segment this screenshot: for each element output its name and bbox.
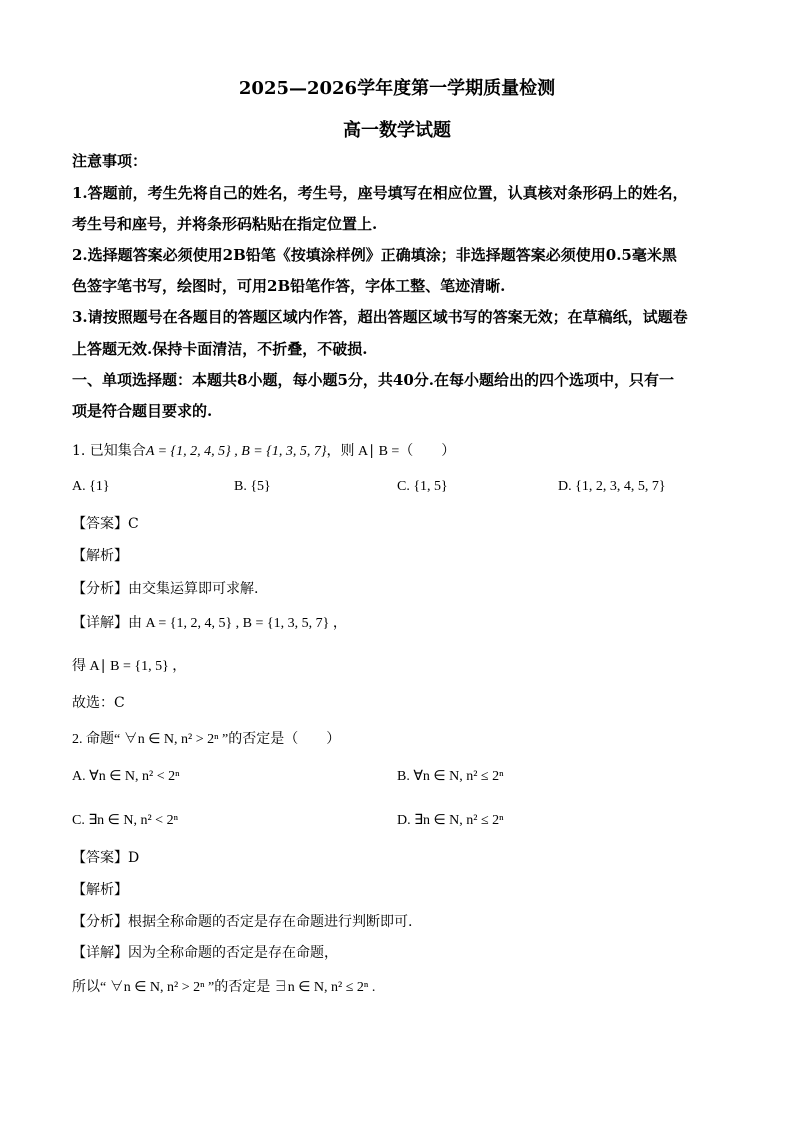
question-2-conclusion: 所以“ ∀n ∈ N, n² > 2ⁿ ”的否定是 ∃n ∈ N, n² ≤ 2ⁿ .	[72, 980, 376, 995]
question-2-option-b: B. ∀n ∈ N, n² ≤ 2ⁿ	[397, 769, 504, 784]
question-2-fenxi: 【分析】根据全称命题的否定是存在命题进行判断即可.	[72, 914, 413, 930]
question-1-stem	[72, 440, 455, 460]
question-2-option-a: A. ∀n ∈ N, n² < 2ⁿ	[72, 769, 180, 784]
section-heading-line-1: 一、单项选择题：本题共8小题，每小题5分，共40分.在每小题给出的四个选项中，只有一	[72, 371, 674, 389]
section-heading-line-2: 项是符合题目要求的.	[72, 402, 213, 420]
note-1-line-1: 1.答题前，考生先将自己的姓名，考生号，座号填写在相应位置，认真核对条形码上的姓名，	[72, 184, 688, 202]
note-1-line-2: 考生号和座号，并将条形码粘贴在指定位置上.	[72, 215, 378, 233]
question-1-choice: 故选：C	[72, 695, 125, 711]
question-1-answer: 【答案】C	[72, 516, 139, 532]
question-2-option-d: D. ∃n ∈ N, n² ≤ 2ⁿ	[397, 813, 504, 828]
question-1-sets: A = {1, 2, 4, 5} , B = {1, 3, 5, 7}	[145, 444, 327, 459]
question-1-analysis-label: 【解析】	[72, 548, 128, 564]
question-1-detail: 【详解】由 A = {1, 2, 4, 5} , B = {1, 3, 5, 7} ，	[72, 616, 347, 631]
question-1-option-b: B. {5}	[234, 479, 271, 494]
notes-heading: 注意事项：	[72, 152, 148, 170]
question-2-analysis-label: 【解析】	[72, 882, 128, 898]
note-3-line-1: 3.请按照题号在各题目的答题区域内作答，超出答题区域书写的答案无效；在草稿纸，试题卷	[72, 308, 688, 326]
note-3-line-2: 上答题无效.保持卡面清洁，不折叠，不破损.	[72, 340, 368, 358]
question-1-derivation: 得 A∣ B = {1, 5} ，	[72, 659, 187, 674]
note-2-line-1: 2.选择题答案必须使用2B铅笔《按填涂样例》正确填涂；非选择题答案必须使用0.5毫米黑	[72, 246, 677, 264]
exam-subtitle: 高一数学试题	[343, 120, 451, 141]
question-1-option-d: D. {1, 2, 3, 4, 5, 7}	[558, 479, 666, 494]
question-2-option-c: C. ∃n ∈ N, n² < 2ⁿ	[72, 813, 178, 828]
question-1-option-a: A. {1}	[72, 479, 110, 494]
note-2-line-2: 色签字笔书写，绘图时，可用2B铅笔作答，字体工整、笔迹清晰.	[72, 277, 506, 295]
question-1-option-c: C. {1, 5}	[397, 479, 448, 494]
question-2-answer: 【答案】D	[72, 850, 140, 866]
question-2-stem: 2. 命题“ ∀n ∈ N, n² > 2ⁿ ”的否定是（ ）	[72, 732, 341, 747]
question-1-suffix: ，则 A∣ B =（ ）	[326, 444, 456, 459]
question-1-prefix: 1. 已知集合	[72, 443, 146, 459]
question-2-detail: 【详解】因为全称命题的否定是存在命题，	[72, 945, 338, 961]
exam-title: 2025—2026学年度第一学期质量检测	[238, 78, 556, 99]
question-1-fenxi: 【分析】由交集运算即可求解.	[72, 581, 259, 597]
